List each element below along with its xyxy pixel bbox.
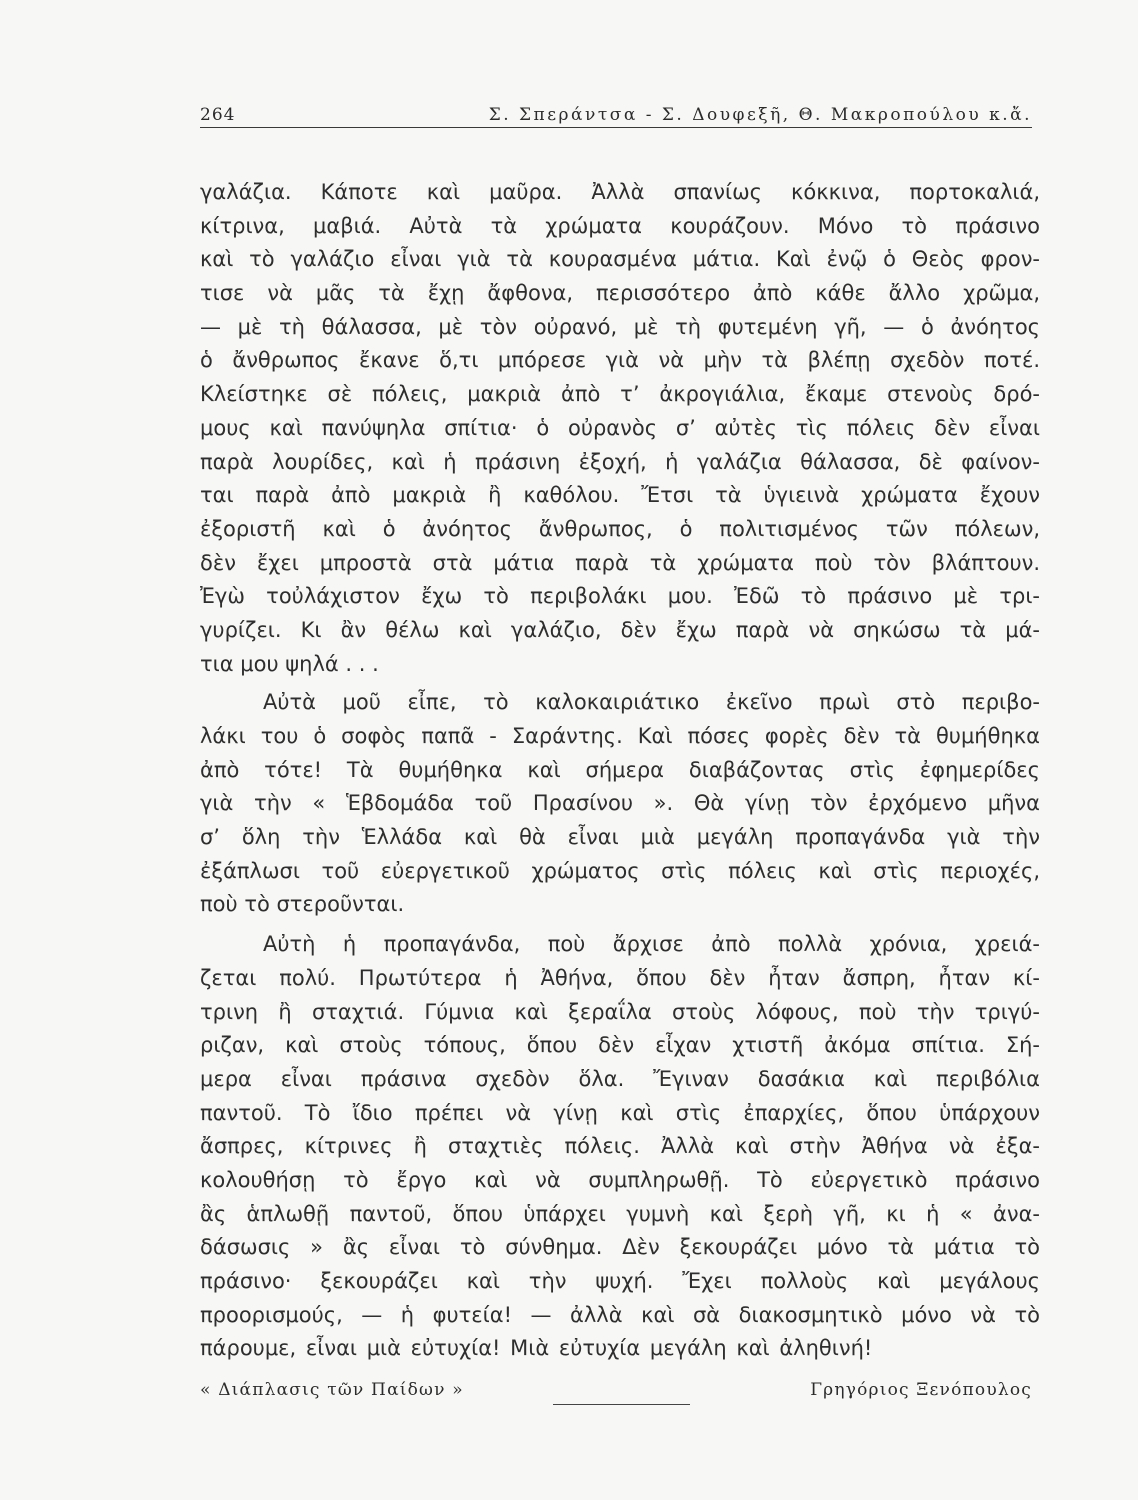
text-line: ται παρὰ ἀπὸ μακριὰ ἢ καθόλου. Ἔτσι τὰ ὑγιεινὰ χρώματα ἔχουν <box>200 483 1040 508</box>
text-line: πράσινο· ξεκουράζει καὶ τὴν ψυχή. Ἔχει πολλοὺς καὶ μεγάλους <box>200 1269 1040 1293</box>
text-line: ποὺ τὸ στεροῦνται. <box>200 892 405 917</box>
running-title: Σ. Σπεράντσα - Σ. Δουφεξῆ, Θ. Μακροπούλου κ.ἄ. <box>488 105 1032 125</box>
author-signature: Γρηγόριος Ξενόπουλος <box>810 1380 1032 1400</box>
body-text <box>200 176 1040 1366</box>
text-line: μερα εἶναι πράσινα σχεδὸν ὅλα. Ἔγιναν δασάκια καὶ περιβόλια <box>200 1066 1040 1091</box>
text-line: γαλάζια. Κάποτε καὶ μαῦρα. Ἀλλὰ σπανίως κόκκινα, πορτοκαλιά, <box>200 180 1040 204</box>
text-line: δὲν ἔχει μπροστὰ στὰ μάτια παρὰ τὰ χρώματα ποὺ τὸν βλάπτουν. <box>200 550 1040 575</box>
text-line: μους καὶ πανύψηλα σπίτια· ὁ οὐρανὸς σ’ αὐτὲς τὶς πόλεις δὲν εἶναι <box>200 415 1040 440</box>
text-line: τρινη ἢ σταχτιά. Γύμνια καὶ ξεραΐλα στοὺς λόφους, ποὺ τὴν τριγύ- <box>200 999 1040 1024</box>
text-line: Κλείστηκε σὲ πόλεις, μακριὰ ἀπὸ τ’ ἀκρογιάλια, ἔκαμε στενοὺς δρό- <box>200 382 1040 407</box>
text-line: Αὐτὴ ἡ προπαγάνδα, ποὺ ἄρχισε ἀπὸ πολλὰ χρόνια, χρειά- <box>263 932 1040 957</box>
text-line: κολουθήσῃ τὸ ἔργο καὶ νὰ συμπληρωθῇ. Τὸ εὐεργετικὸ πράσινο <box>200 1167 1040 1192</box>
text-line: ζεται πολύ. Πρωτύτερα ἡ Ἀθήνα, ὅπου δὲν ἦταν ἄσπρη, ἦταν κί- <box>200 965 1040 990</box>
page-footer <box>200 1378 1032 1402</box>
text-line: ὁ ἄνθρωπος ἔκανε ὅ,τι μπόρεσε γιὰ νὰ μὴν τὰ βλέπῃ σχεδὸν ποτέ. <box>200 348 1040 373</box>
text-line: ριζαν, καὶ στοὺς τόπους, ὅπου δὲν εἶχαν χτιστῆ ἀκόμα σπίτια. Σή- <box>200 1033 1040 1058</box>
text-line: ἂς ἁπλωθῇ παντοῦ, ὅπου ὑπάρχει γυμνὴ καὶ ξερὴ γῆ, κι ἡ « ἀνα- <box>200 1201 1040 1226</box>
paragraph <box>200 176 1040 681</box>
paragraph <box>200 686 1040 922</box>
text-line: — μὲ τὴ θάλασσα, μὲ τὸν οὐρανό, μὲ τὴ φυτεμένη γῆ, — ὁ ἀνόητος <box>200 314 1040 339</box>
text-line: δάσωσις » ἂς εἶναι τὸ σύνθημα. Δὲν ξεκουράζει μόνο τὰ μάτια τὸ <box>200 1235 1040 1260</box>
text-line: λάκι του ὁ σοφὸς παπᾶ - Σαράντης. Καὶ πόσες φορὲς δὲν τὰ θυμήθηκα <box>200 724 1040 748</box>
paragraph <box>200 928 1040 1366</box>
source-citation: « Διάπλασις τῶν Παίδων » <box>200 1380 464 1400</box>
text-line: σ’ ὅλη τὴν Ἑλλάδα καὶ θὰ εἶναι μιὰ μεγάλη προπαγάνδα γιὰ τὴν <box>200 825 1040 850</box>
text-line: προορισμούς, — ἡ φυτεία! — ἀλλὰ καὶ σὰ διακοσμητικὸ μόνο νὰ τὸ <box>200 1302 1040 1327</box>
text-line: Ἐγὼ τοὐλάχιστον ἔχω τὸ περιβολάκι μου. Ἐδῶ τὸ πράσινο μὲ τρι- <box>200 584 1040 609</box>
text-line: ἀπὸ τότε! Τὰ θυμήθηκα καὶ σήμερα διαβάζοντας στὶς ἐφημερίδες <box>200 757 1040 782</box>
text-line: Αὐτὰ μοῦ εἶπε, τὸ καλοκαιριάτικο ἐκεῖνο πρωὶ στὸ περιβο- <box>263 690 1040 715</box>
text-line: γυρίζει. Κι ἂν θέλω καὶ γαλάζιο, δὲν ἔχω παρὰ νὰ σηκώσω τὰ μά- <box>200 617 1040 642</box>
footer-rule <box>553 1404 690 1405</box>
text-line: γιὰ τὴν « Ἑβδομάδα τοῦ Πρασίνου ». Θὰ γίνῃ τὸν ἐρχόμενο μῆνα <box>200 791 1040 816</box>
text-line: καὶ τὸ γαλάζιο εἶναι γιὰ τὰ κουρασμένα μάτια. Καὶ ἐνῷ ὁ Θεὸς φρον- <box>200 247 1040 272</box>
text-line: παντοῦ. Τὸ ἴδιο πρέπει νὰ γίνῃ καὶ στὶς ἐπαρχίες, ὅπου ὑπάρχουν <box>200 1100 1040 1125</box>
text-line: ἄσπρες, κίτρινες ἢ σταχτιὲς πόλεις. Ἀλλὰ καὶ στὴν Ἀθήνα νὰ ἐξα- <box>200 1134 1040 1159</box>
text-line: ἐξάπλωσι τοῦ εὐεργετικοῦ χρώματος στὶς πόλεις καὶ στὶς περιοχές, <box>200 858 1040 883</box>
page-number: 264 <box>200 105 236 125</box>
text-line: ἐξοριστῆ καὶ ὁ ἀνόητος ἄνθρωπος, ὁ πολιτισμένος τῶν πόλεων, <box>200 516 1040 541</box>
text-line: τια μου ψηλά . . . <box>200 651 379 676</box>
text-line: τισε νὰ μᾶς τὰ ἔχῃ ἄφθονα, περισσότερο ἀπὸ κάθε ἄλλο χρῶμα, <box>200 281 1040 306</box>
page-header <box>200 104 1032 128</box>
text-line: κίτρινα, μαβιά. Αὐτὰ τὰ χρώματα κουράζουν. Μόνο τὸ πράσινο <box>200 213 1040 238</box>
text-line: παρὰ λουρίδες, καὶ ἡ πράσινη ἐξοχή, ἡ γαλάζια θάλασσα, δὲ φαίνον- <box>200 449 1040 474</box>
text-line: πάρουμε, εἶναι μιὰ εὐτυχία! Μιὰ εὐτυχία μεγάλη καὶ ἀληθινή! <box>200 1336 873 1361</box>
